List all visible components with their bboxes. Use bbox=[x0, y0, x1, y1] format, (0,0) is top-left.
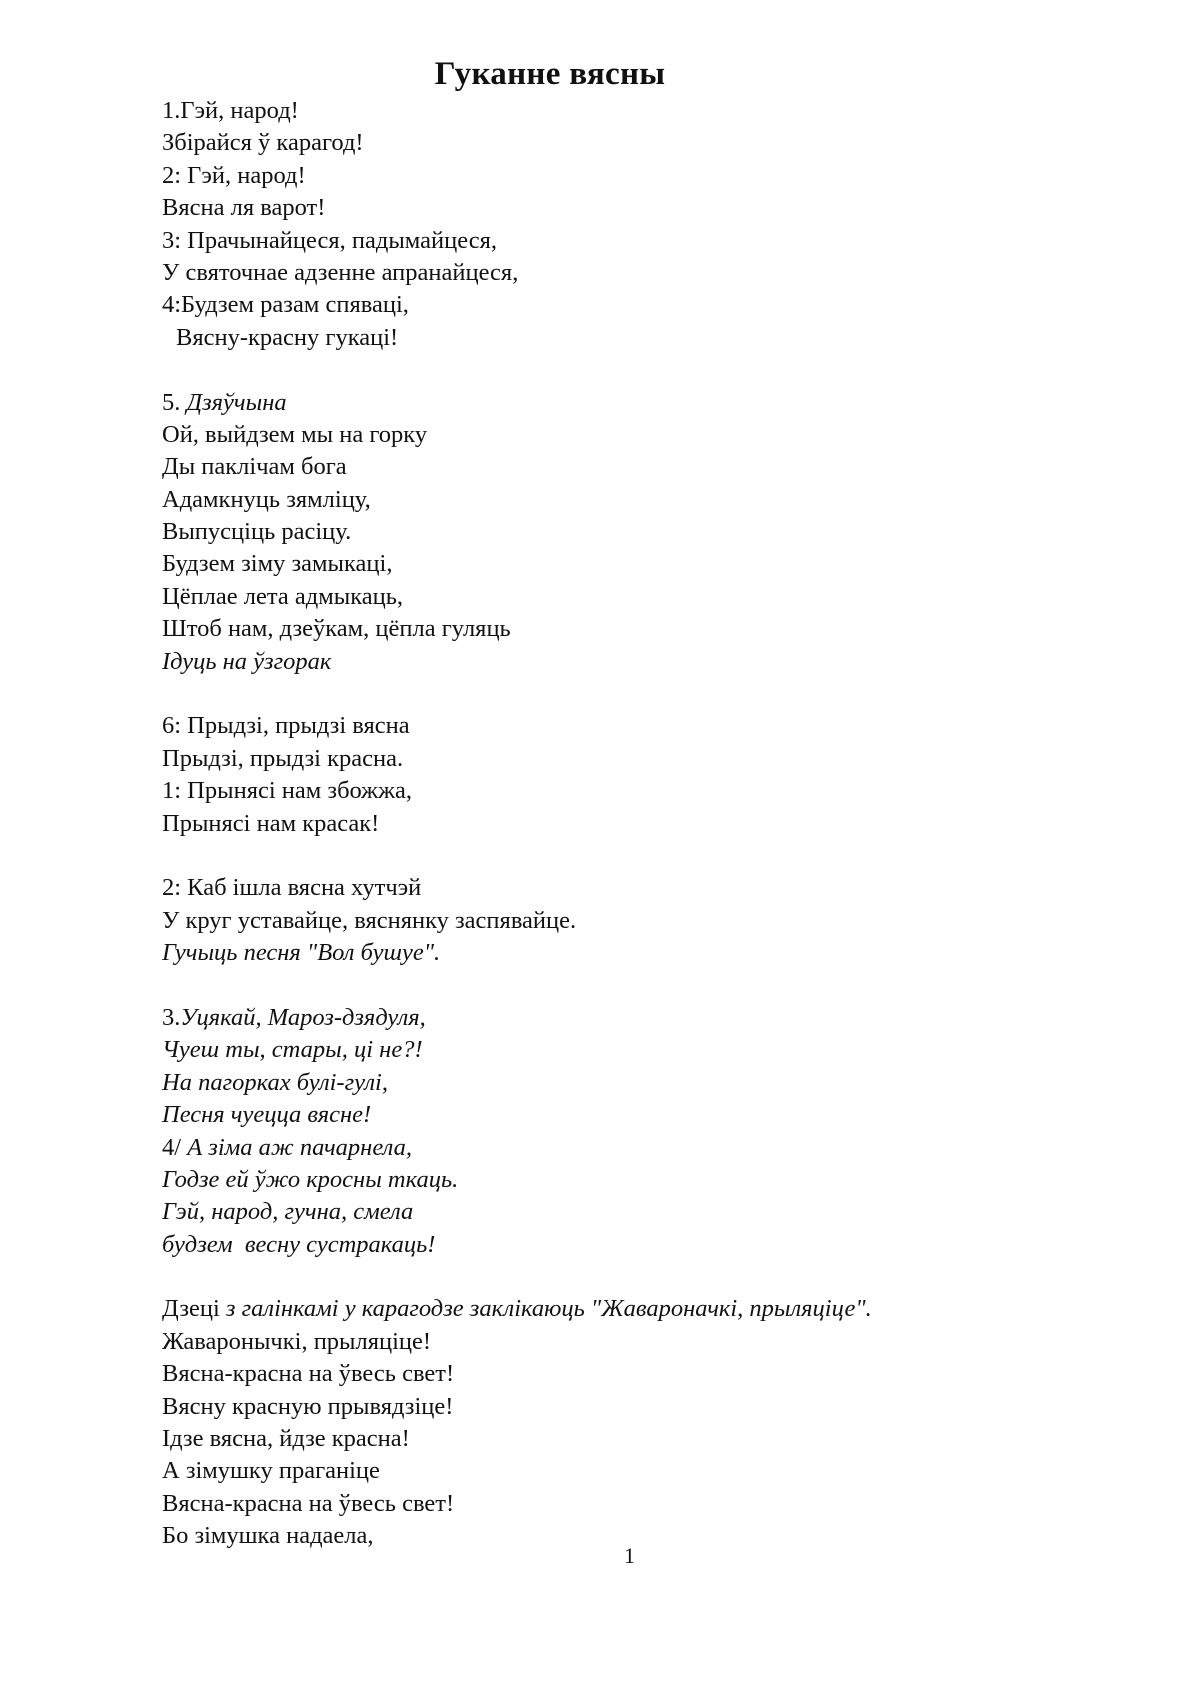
speaker-line bbox=[162, 387, 1102, 419]
stanza-gap bbox=[162, 678, 1102, 710]
verse-line: Бо зімушка надаела, bbox=[162, 1522, 374, 1550]
verse-line: Вясна ля варот! bbox=[162, 194, 326, 222]
verse-line: Выпусціць расіцу. bbox=[162, 518, 352, 546]
verse-line: Вясна-красна на ўвесь свет! bbox=[162, 1360, 455, 1388]
verse-line: Прынясі нам красак! bbox=[162, 809, 380, 837]
stanza-gap bbox=[162, 970, 1102, 1002]
verse-line: Годзе ей ўжо кросны ткаць. bbox=[162, 1165, 459, 1193]
stage-direction: з галінкамі у карагодзе заклікаюць "Жавароначкі, прыляціце". bbox=[219, 1295, 872, 1323]
verse-line: Штоб нам, дзеўкам, цёпла гуляць bbox=[162, 615, 511, 643]
verse-line: Ой, выйдзем мы на горку bbox=[162, 420, 428, 448]
verse-number: 4/ bbox=[162, 1133, 182, 1161]
verse-line: 6: Прыдзі, прыдзі вясна bbox=[162, 712, 410, 740]
stanza-gap bbox=[162, 1261, 1102, 1293]
verse-line: Гэй, народ, гучна, смела bbox=[162, 1198, 414, 1226]
verse-line: Чуеш ты, стары, ці не?! bbox=[162, 1036, 423, 1064]
verse-text: Уцякай, Мароз-дзядуля, bbox=[180, 1003, 426, 1031]
page-title: Гуканне вясны bbox=[434, 56, 666, 92]
verse-line: 2: Каб ішла вясна хутчэй bbox=[162, 874, 422, 902]
verse-line: 1.Гэй, народ! bbox=[162, 97, 299, 124]
verse-line: Збірайся ў карагод! bbox=[162, 129, 364, 157]
stage-direction: Гучыць песня "Вол бушуе". bbox=[162, 939, 441, 967]
verse-line: Адамкнуць зямліцу, bbox=[162, 485, 371, 513]
verse-line: Цёплае лета адмыкаць, bbox=[162, 582, 404, 610]
verse-line: 1: Прынясі нам збожжа, bbox=[162, 777, 413, 805]
verse-line: Вясну красную прывядзіце! bbox=[162, 1392, 454, 1420]
verse-line: 2: Гэй, народ! bbox=[162, 161, 306, 189]
verse-line: У святочнае адзенне апранайцеся, bbox=[162, 258, 519, 286]
stanza-gap bbox=[162, 840, 1102, 872]
verse-line: Песня чуецца вясне! bbox=[162, 1101, 372, 1129]
document-body bbox=[162, 95, 1102, 1553]
verse-line bbox=[162, 1132, 1102, 1164]
speaker-name: Дзяўчына bbox=[186, 388, 287, 416]
verse-line: Вясна-красна на ўвесь свет! bbox=[162, 1489, 455, 1517]
stage-direction-line bbox=[162, 1293, 1102, 1325]
stanza-gap bbox=[162, 354, 1102, 386]
verse-line: 3: Прачынайцеся, падымайцеся, bbox=[162, 226, 497, 254]
verse-line bbox=[162, 1002, 1102, 1034]
verse-line: Будзем зіму замыкаці, bbox=[162, 550, 393, 578]
page-number: 1 bbox=[624, 1543, 635, 1568]
verse-line: Ды паклічам бога bbox=[162, 453, 347, 481]
verse-line: будзем весну сустракаць! bbox=[162, 1230, 436, 1258]
verse-line: А зімушку праганіце bbox=[162, 1457, 380, 1485]
verse-line: У круг уставайце, вяснянку заспявайце. bbox=[162, 906, 577, 934]
verse-line: Ідзе вясна, йдзе красна! bbox=[162, 1425, 410, 1453]
verse-line: На пагорках булі-гулі, bbox=[162, 1068, 388, 1096]
verse-line: 4:Будзем разам спяваці, bbox=[162, 291, 409, 319]
direction-lead: Дзеці bbox=[162, 1295, 220, 1323]
verse-number: 3. bbox=[162, 1003, 181, 1031]
verse-line: Жаваронычкі, прыляціце! bbox=[162, 1327, 432, 1355]
verse-text: А зіма аж пачарнела, bbox=[187, 1133, 412, 1161]
verse-number: 5. bbox=[162, 388, 181, 416]
verse-line: Вясну-красну гукаці! bbox=[176, 323, 399, 351]
stage-direction: Ідуць на ўзгорак bbox=[162, 647, 332, 675]
verse-line: Прыдзі, прыдзі красна. bbox=[162, 744, 404, 772]
